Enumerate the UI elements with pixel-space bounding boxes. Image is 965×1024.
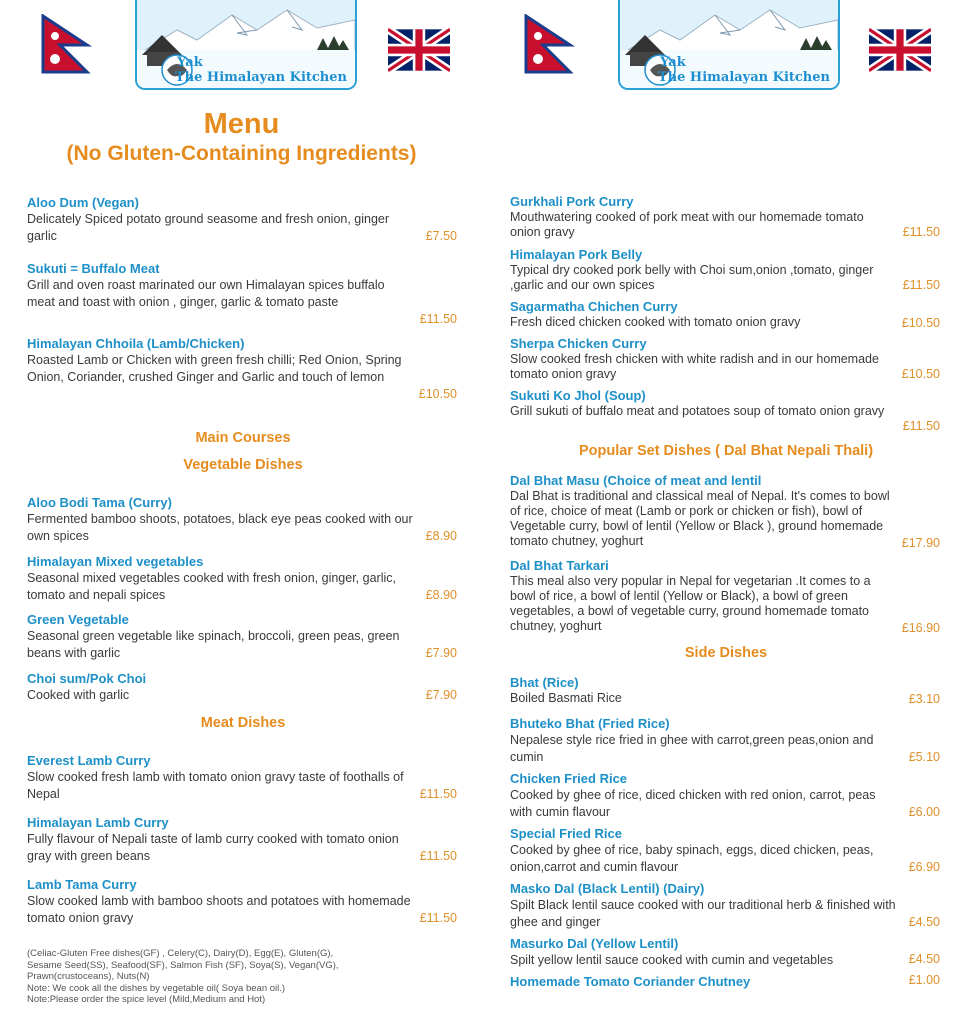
nepal-flag-icon xyxy=(40,14,92,74)
menu-item xyxy=(27,335,459,401)
header-right xyxy=(483,0,965,92)
footnote-line: Prawn(crustoceans), Nuts(N) xyxy=(27,971,150,982)
item-description: Cooked by ghee of rice, baby spinach, eggs, diced chicken, peas, onion,carrot and cumin flavour xyxy=(510,843,874,874)
item-name: Chicken Fried Rice xyxy=(510,771,628,786)
item-description: Cooked by ghee of rice, diced chicken with red onion, carrot, peas with cumin flavour xyxy=(510,788,876,819)
menu-item xyxy=(27,194,459,245)
menu-item xyxy=(510,715,942,766)
item-price: £17.90 xyxy=(901,536,940,550)
item-price: £11.50 xyxy=(419,312,457,326)
item-description: Delicately Spiced potato ground seasome and fresh onion, ginger garlic xyxy=(27,212,390,243)
item-name: Gurkhali Pork Curry xyxy=(510,194,634,209)
menu-item xyxy=(510,557,942,634)
menu-item xyxy=(27,494,459,545)
item-name: Lamb Tama Curry xyxy=(27,877,137,892)
menu-item xyxy=(510,472,942,549)
item-description: Fermented bamboo shoots, potatoes, black eye peas cooked with our own spices xyxy=(27,512,413,543)
item-description: Mouthwatering cooked of pork meat with our homemade tomato onion gravy xyxy=(510,210,864,239)
item-name: Dal Bhat Masu (Choice of meat and lentil xyxy=(510,473,762,488)
item-name: Dal Bhat Tarkari xyxy=(510,558,609,573)
item-description: Roasted Lamb or Chicken with green fresh chilli; Red Onion, Spring Onion, Coriander, crushed Ginger and Garlic and touch of lemon xyxy=(27,353,402,384)
header-left xyxy=(0,0,483,92)
item-price: £1.00 xyxy=(908,973,940,987)
item-name: Himalayan Pork Belly xyxy=(510,247,643,262)
item-price: £4.50 xyxy=(908,915,940,929)
menu-subtitle: (No Gluten-Containing Ingredients) xyxy=(66,142,417,165)
item-name: Bhat (Rice) xyxy=(510,675,579,690)
item-price: £10.50 xyxy=(901,316,940,330)
nepal-flag-icon xyxy=(523,14,575,74)
item-description: Spilt yellow lentil sauce cooked with cumin and vegetables xyxy=(510,953,834,967)
item-price: £10.50 xyxy=(418,387,457,401)
item-name: Masko Dal (Black Lentil) (Dairy) xyxy=(510,881,705,896)
item-name: Everest Lamb Curry xyxy=(27,753,151,768)
item-price: £4.50 xyxy=(908,952,940,966)
item-price: £11.50 xyxy=(902,225,940,239)
item-name: Special Fried Rice xyxy=(510,826,622,841)
section-title-meat: Meat Dishes xyxy=(200,715,286,731)
menu-item xyxy=(27,553,459,604)
item-name: Sherpa Chicken Curry xyxy=(510,336,647,351)
item-name: Himalayan Mixed vegetables xyxy=(27,554,204,569)
item-name: Aloo Bodi Tama (Curry) xyxy=(27,495,172,510)
menu-item xyxy=(510,880,942,931)
uk-flag-icon xyxy=(388,28,450,72)
item-price: £10.50 xyxy=(901,367,940,381)
section-title-main-courses: Main Courses xyxy=(195,430,291,446)
item-price: £11.50 xyxy=(419,911,457,925)
item-description: Nepalese style rice fried in ghee with carrot,green peas,onion and cumin xyxy=(510,733,874,764)
item-description: Spilt Black lentil sauce cooked with our traditional herb & finished with ghee and ginger xyxy=(510,898,896,929)
item-name: Choi sum/Pok Choi xyxy=(27,671,147,686)
item-price: £8.90 xyxy=(425,529,457,543)
logo-word: Yak xyxy=(660,55,686,70)
item-name: Sukuti = Buffalo Meat xyxy=(27,261,160,276)
menu-item xyxy=(27,260,459,326)
item-description: Seasonal mixed vegetables cooked with fresh onion, ginger, garlic, tomato and nepali spices xyxy=(27,571,396,602)
item-price: £8.90 xyxy=(425,588,457,602)
menu-title: Menu xyxy=(203,108,280,140)
item-price: £7.90 xyxy=(425,646,457,660)
menu-item xyxy=(510,298,942,330)
item-name: Masurko Dal (Yellow Lentil) xyxy=(510,936,679,951)
uk-flag-icon xyxy=(869,28,931,72)
item-name: Himalayan Chhoila (Lamb/Chicken) xyxy=(27,336,245,351)
item-name: Homemade Tomato Coriander Chutney xyxy=(510,974,751,989)
section-title-side-dishes: Side Dishes xyxy=(684,645,768,661)
item-description: Fresh diced chicken cooked with tomato onion gravy xyxy=(510,315,801,329)
footnote-line: Note: We cook all the dishes by vegetable oil( Soya bean oil.) xyxy=(27,982,286,994)
item-description: This meal also very popular in Nepal for vegetarian .It comes to a bowl of rice, a bowl of lentil (Yellow or Black), a bowl of green vegetables, a bowl of vegetable curry, ground homemade tomato chutney, yoghurt xyxy=(510,574,871,633)
menu-item xyxy=(510,193,942,240)
menu-item xyxy=(510,335,942,382)
logo-name: The Himalayan Kitchen xyxy=(658,70,830,85)
item-price: £11.50 xyxy=(902,419,940,433)
item-price: £7.90 xyxy=(425,688,457,702)
menu-item xyxy=(510,674,942,706)
allergen-footnote xyxy=(27,948,447,1006)
menu-item xyxy=(27,611,459,662)
menu-item xyxy=(510,387,942,433)
item-price: £7.50 xyxy=(425,229,457,243)
item-description: Slow cooked fresh chicken with white radish and in our homemade tomato onion gravy xyxy=(510,352,879,381)
item-description: Dal Bhat is traditional and classical meal of Nepal. It's comes to bowl of rice, choice of meat (Lamb or pork or chicken or fish), bowl of Vegetable curry, bowl of lentil (Yellow or Black ), ground homemade tomato chutney, yoghurt xyxy=(510,489,890,548)
menu-item xyxy=(27,752,459,803)
item-description: Seasonal green vegetable like spinach, broccoli, green peas, green beans with garlic xyxy=(27,629,400,660)
item-description: Grill sukuti of buffalo meat and potatoes soup of tomato onion gravy xyxy=(510,404,885,418)
menu-item xyxy=(27,814,459,865)
item-price: £6.00 xyxy=(908,805,940,819)
menu-item xyxy=(510,246,942,293)
item-price: £5.10 xyxy=(908,750,940,764)
item-price: £11.50 xyxy=(419,787,457,801)
footnote-line: Sesame Seed(SS), Seafood(SF), Salmon Fish (SF), Soya(S), Vegan(VG), xyxy=(27,959,339,971)
menu-item xyxy=(27,876,459,927)
menu-item xyxy=(510,973,942,990)
item-name: Green Vegetable xyxy=(27,612,129,627)
item-price: £11.50 xyxy=(902,278,940,292)
item-price: £11.50 xyxy=(419,849,457,863)
menu-item xyxy=(510,770,942,821)
item-description: Fully flavour of Nepali taste of lamb curry cooked with tomato onion gray with green beans xyxy=(27,832,399,863)
footnote-line: Note:Please order the spice level (Mild,Medium and Hot) xyxy=(27,994,266,1005)
item-name: Bhuteko Bhat (Fried Rice) xyxy=(510,716,670,731)
logo xyxy=(618,0,840,90)
section-title-vegetable: Vegetable Dishes xyxy=(183,457,303,473)
item-description: Boiled Basmati Rice xyxy=(510,691,622,705)
menu-item xyxy=(510,825,942,876)
item-price: £16.90 xyxy=(901,621,940,635)
logo-name: The Himalayan Kitchen xyxy=(175,70,347,85)
item-description: Slow cooked fresh lamb with tomato onion gravy taste of foothalls of Nepal xyxy=(27,770,404,801)
section-title-set-dishes: Popular Set Dishes ( Dal Bhat Nepali Thali) xyxy=(578,443,874,459)
item-description: Typical dry cooked pork belly with Choi sum,onion ,tomato, ginger ,garlic and our own spices xyxy=(510,263,874,292)
logo-word: Yak xyxy=(177,55,203,70)
item-name: Aloo Dum (Vegan) xyxy=(27,195,139,210)
item-description: Grill and oven roast marinated our own Himalayan spices buffalo meat and toast with onion , ginger, garlic & tomato paste xyxy=(27,278,385,309)
item-description: Slow cooked lamb with bamboo shoots and potatoes with homemade tomato onion gravy xyxy=(27,894,411,925)
item-name: Sukuti Ko Jhol (Soup) xyxy=(510,388,646,403)
item-description: Cooked with garlic xyxy=(27,688,130,702)
item-price: £3.10 xyxy=(908,692,940,706)
menu-item xyxy=(510,935,942,969)
menu-item xyxy=(27,670,459,704)
item-price: £6.90 xyxy=(908,860,940,874)
item-name: Himalayan Lamb Curry xyxy=(27,815,169,830)
item-name: Sagarmatha Chichen Curry xyxy=(510,299,678,314)
footnote-line: (Celiac-Gluten Free dishes(GF) , Celery(C), Dairy(D), Egg(E), Gluten(G), xyxy=(27,948,334,959)
logo xyxy=(135,0,357,90)
